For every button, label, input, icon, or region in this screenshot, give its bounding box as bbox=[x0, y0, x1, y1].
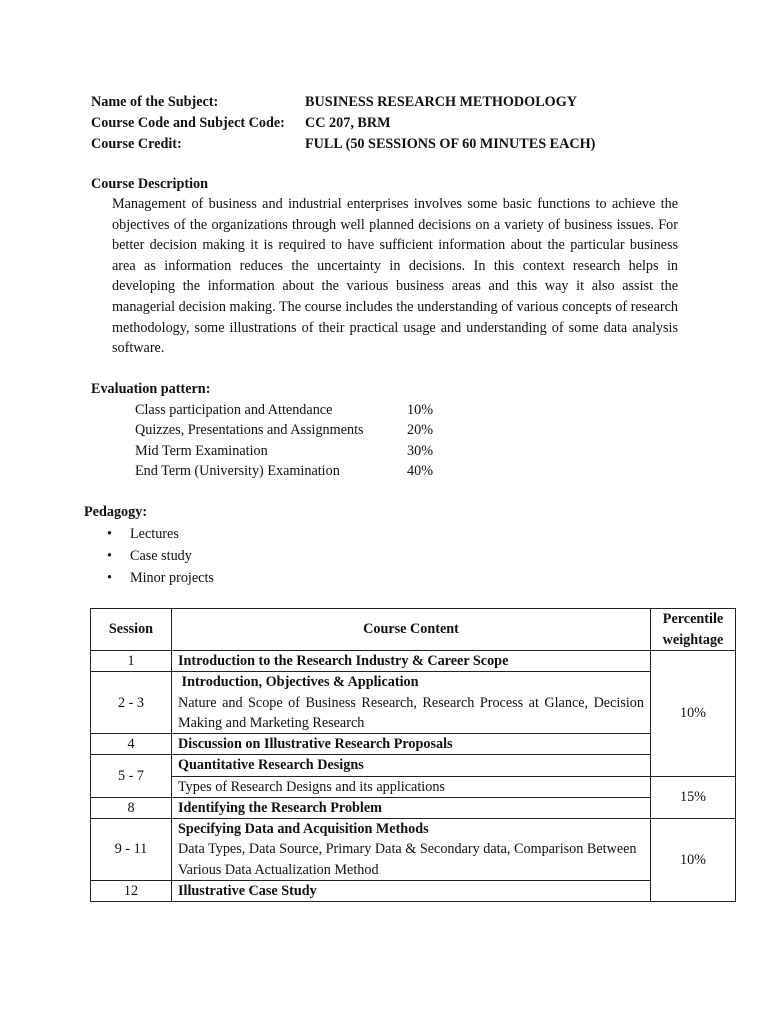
evaluation-item bbox=[135, 400, 433, 420]
weightage-cell: 10% bbox=[651, 819, 736, 902]
evaluation-title: Evaluation pattern: bbox=[91, 381, 211, 397]
content-title: Introduction to the Research Industry & Career Scope bbox=[172, 651, 651, 672]
content-detail: Nature and Scope of Business Research, Research Process at Glance, Decision Making and Marketing Research bbox=[178, 694, 644, 731]
course-header bbox=[91, 92, 595, 155]
weightage-header-line1: Percentile bbox=[662, 611, 724, 628]
credit-row bbox=[91, 134, 595, 155]
table-row bbox=[91, 819, 736, 881]
description-title: Course Description bbox=[91, 176, 209, 192]
bullet-icon: • bbox=[107, 548, 112, 564]
content-title: Identifying the Research Problem bbox=[172, 797, 651, 818]
session-cell: 4 bbox=[91, 734, 172, 755]
bullet-icon: • bbox=[107, 526, 112, 542]
evaluation-item-value: 20% bbox=[407, 422, 434, 439]
pedagogy-item-label: Minor projects bbox=[130, 570, 214, 586]
pedagogy-item-label: Case study bbox=[130, 548, 192, 564]
session-cell: 8 bbox=[91, 797, 172, 818]
weightage-cell: 10% bbox=[651, 651, 736, 777]
session-cell: 9 - 11 bbox=[91, 819, 172, 881]
subject-label: Name of the Subject: bbox=[91, 94, 219, 110]
content-title: Specifying Data and Acquisition Methods bbox=[178, 821, 429, 838]
description-text: Management of business and industrial enterprises involves some basic functions to achieve the objectives of the organizations through well planned decisions on a variety of business issues. For better decision making it is required to have sufficient information about the particular business area as information reduces the uncertainty in decisions. In this context research helps in developing the information about the various business areas and this way it also assist the managerial decision making. The course includes the understanding of various concepts of research methodology, some illustrations of their practical usage and understanding of some data analysis software. bbox=[112, 196, 678, 357]
evaluation-item-label: Class participation and Attendance bbox=[135, 402, 333, 418]
pedagogy-item-label: Lectures bbox=[130, 526, 179, 542]
evaluation-item bbox=[135, 461, 433, 481]
table-row bbox=[91, 881, 736, 902]
course-content-table bbox=[90, 608, 736, 902]
session-cell: 2 - 3 bbox=[91, 672, 172, 734]
content-detail: Types of Research Designs and its applications bbox=[172, 776, 651, 797]
evaluation-item-label: Quizzes, Presentations and Assignments bbox=[135, 422, 364, 439]
evaluation-item bbox=[135, 420, 433, 440]
content-title: Illustrative Case Study bbox=[172, 881, 651, 902]
table-row bbox=[91, 776, 736, 797]
credit-value: FULL (50 SESSIONS OF 60 MINUTES EACH) bbox=[305, 136, 596, 152]
content-detail: Data Types, Data Source, Primary Data & Secondary data, Comparison Between Various Data Actualization Method bbox=[178, 841, 637, 878]
subject-row bbox=[91, 92, 595, 113]
list-item bbox=[107, 546, 214, 568]
session-cell: 5 - 7 bbox=[91, 755, 172, 797]
content-title: Introduction, Objectives & Application bbox=[178, 674, 419, 691]
evaluation-item-value: 30% bbox=[407, 442, 434, 459]
list-item bbox=[107, 568, 214, 590]
credit-label: Course Credit: bbox=[91, 136, 182, 152]
table-row bbox=[91, 734, 736, 755]
table-header-row bbox=[91, 609, 736, 651]
session-cell: 1 bbox=[91, 651, 172, 672]
code-value: CC 207, BRM bbox=[305, 115, 391, 131]
weightage-header bbox=[651, 609, 736, 651]
evaluation-list bbox=[135, 400, 433, 482]
evaluation-item-value: 40% bbox=[407, 463, 434, 480]
code-row bbox=[91, 113, 595, 134]
evaluation-item-value: 10% bbox=[407, 402, 434, 418]
evaluation-item-label: End Term (University) Examination bbox=[135, 463, 340, 480]
evaluation-item-label: Mid Term Examination bbox=[135, 442, 268, 459]
session-cell: 12 bbox=[91, 881, 172, 902]
bullet-icon: • bbox=[107, 570, 112, 586]
weightage-cell: 15% bbox=[651, 776, 736, 818]
pedagogy-list bbox=[107, 524, 214, 590]
content-title: Quantitative Research Designs bbox=[172, 755, 651, 776]
weightage-header-line2: weightage bbox=[662, 631, 724, 648]
table-row bbox=[91, 672, 736, 734]
code-label: Course Code and Subject Code: bbox=[91, 115, 285, 131]
content-header: Course Content bbox=[172, 609, 651, 651]
content-cell bbox=[172, 672, 651, 734]
content-cell bbox=[172, 819, 651, 881]
session-header: Session bbox=[91, 609, 172, 651]
evaluation-item bbox=[135, 441, 433, 461]
subject-value: BUSINESS RESEARCH METHODOLOGY bbox=[305, 94, 577, 110]
table-row bbox=[91, 651, 736, 672]
pedagogy-title: Pedagogy: bbox=[84, 504, 148, 520]
table-row bbox=[91, 755, 736, 776]
content-title: Discussion on Illustrative Research Proposals bbox=[172, 734, 651, 755]
list-item bbox=[107, 524, 214, 546]
table-row bbox=[91, 797, 736, 818]
